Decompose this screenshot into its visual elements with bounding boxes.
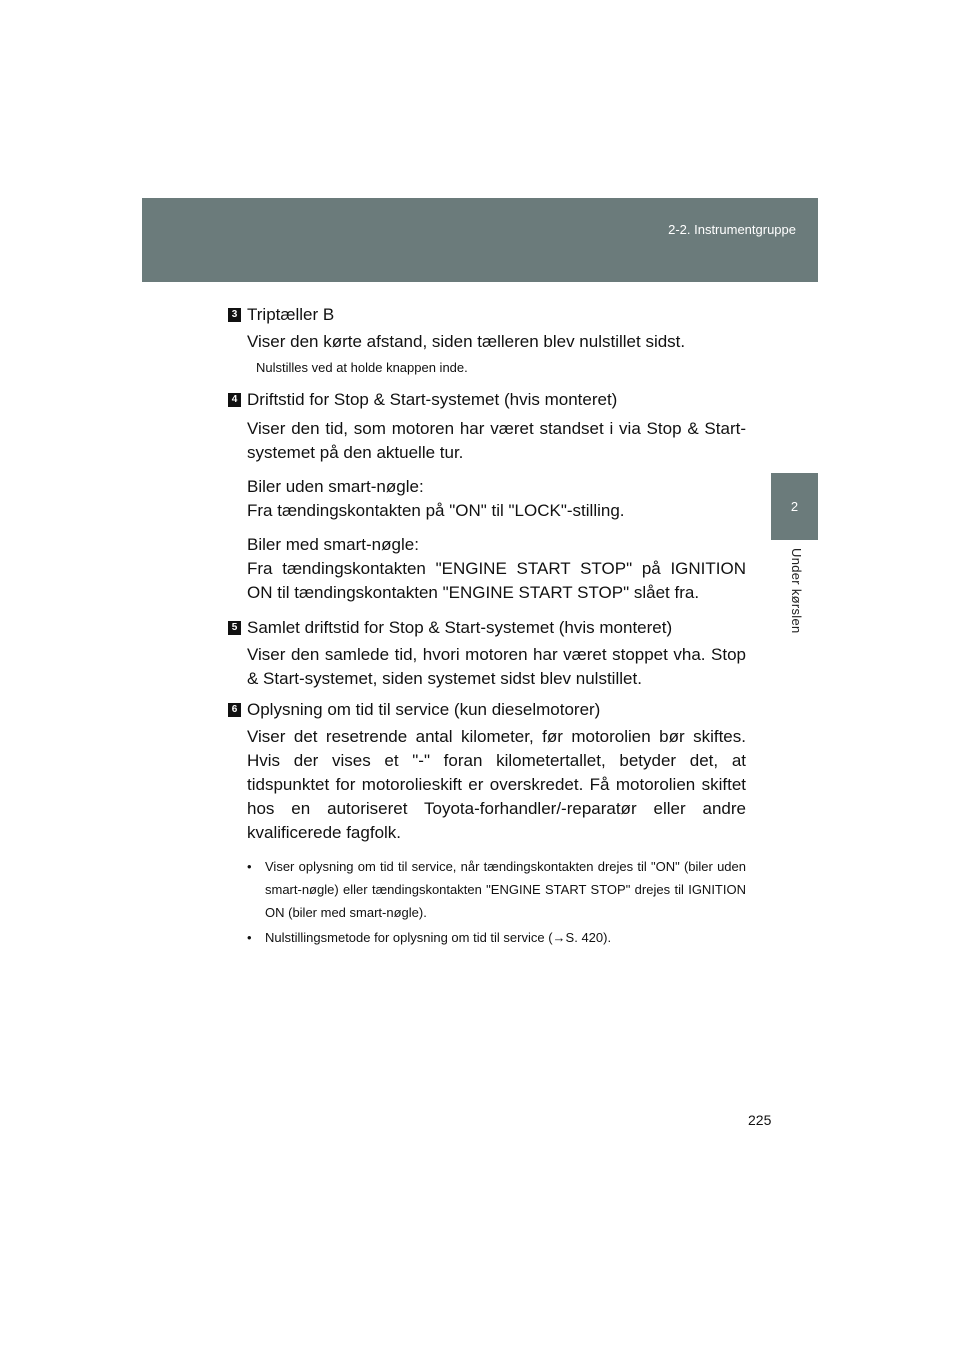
item-heading [228, 699, 746, 721]
item-badge: 4 [228, 393, 241, 407]
item-paragraph: Biler uden smart-nøgle: [247, 477, 424, 496]
bullet-glyph: • [247, 859, 252, 874]
bullet-item [247, 926, 746, 949]
chapter-number: 2 [790, 499, 799, 514]
item-5 [228, 617, 746, 691]
main-content [228, 304, 746, 949]
bullet-item [247, 855, 746, 924]
bullet-list [247, 855, 746, 949]
item-paragraph: Biler med smart-nøgle: [247, 535, 419, 554]
item-title: Triptæller B [247, 305, 335, 324]
item-paragraph: Viser den tid, som motoren har været standset i via Stop & Start-systemet på den aktuelle tur. [247, 419, 746, 462]
section-title: 2-2. Instrumentgruppe [668, 222, 796, 237]
item-note: Nulstilles ved at holde knappen inde. [256, 360, 468, 375]
item-paragraph: Viser den kørte afstand, siden tælleren blev nulstillet sidst. [247, 332, 686, 351]
item-paragraph: Fra tændingskontakten på "ON" til "LOCK"-stilling. [247, 501, 625, 520]
item-paragraph: Viser den samlede tid, hvori motoren har været stoppet vha. Stop & Start-systemet, siden systemet sidst blev nulstillet. [247, 645, 746, 688]
bullet-text: Viser oplysning om tid til service, når tændingskontakten drejes til "ON" (biler uden smart-nøgle) eller tændingskontakten "ENGINE START STOP" drejes til IGNITION ON (biler med smart-nøgle). [265, 859, 746, 920]
item-3 [228, 304, 746, 377]
item-heading [228, 617, 746, 639]
item-paragraph: Fra tændingskontakten "ENGINE START STOP" på IGNITION ON til tændingskontakten "ENGINE START STOP" slået fra. [247, 559, 746, 602]
item-badge: 5 [228, 621, 241, 635]
item-heading [228, 304, 746, 326]
item-6 [228, 699, 746, 845]
item-badge: 6 [228, 703, 241, 717]
bullet-text: Nulstillingsmetode for oplysning om tid til service (→S. 420). [265, 930, 612, 945]
header-band [142, 198, 818, 282]
item-title: Driftstid for Stop & Start-systemet (hvis monteret) [247, 390, 618, 409]
item-heading [228, 389, 746, 411]
chapter-label: Under kørslen [789, 548, 804, 634]
item-4 [228, 389, 746, 605]
chapter-tab [771, 473, 818, 540]
item-title: Oplysning om tid til service (kun dieselmotorer) [247, 700, 601, 719]
item-paragraph: Viser det resetrende antal kilometer, før motorolien bør skiftes. Hvis der vises et "-" foran kilometertallet, betyder det, at tidspunktet for motorolieskift er overskredet. Få motorolien skiftet hos en autoriseret Toyota-forhandler/-reparatør eller andre kvalificerede fagfolk. [247, 727, 746, 842]
bullet-glyph: • [247, 930, 252, 945]
item-title: Samlet driftstid for Stop & Start-systemet (hvis monteret) [247, 618, 673, 637]
page-number: 225 [748, 1112, 772, 1128]
item-badge: 3 [228, 308, 241, 322]
